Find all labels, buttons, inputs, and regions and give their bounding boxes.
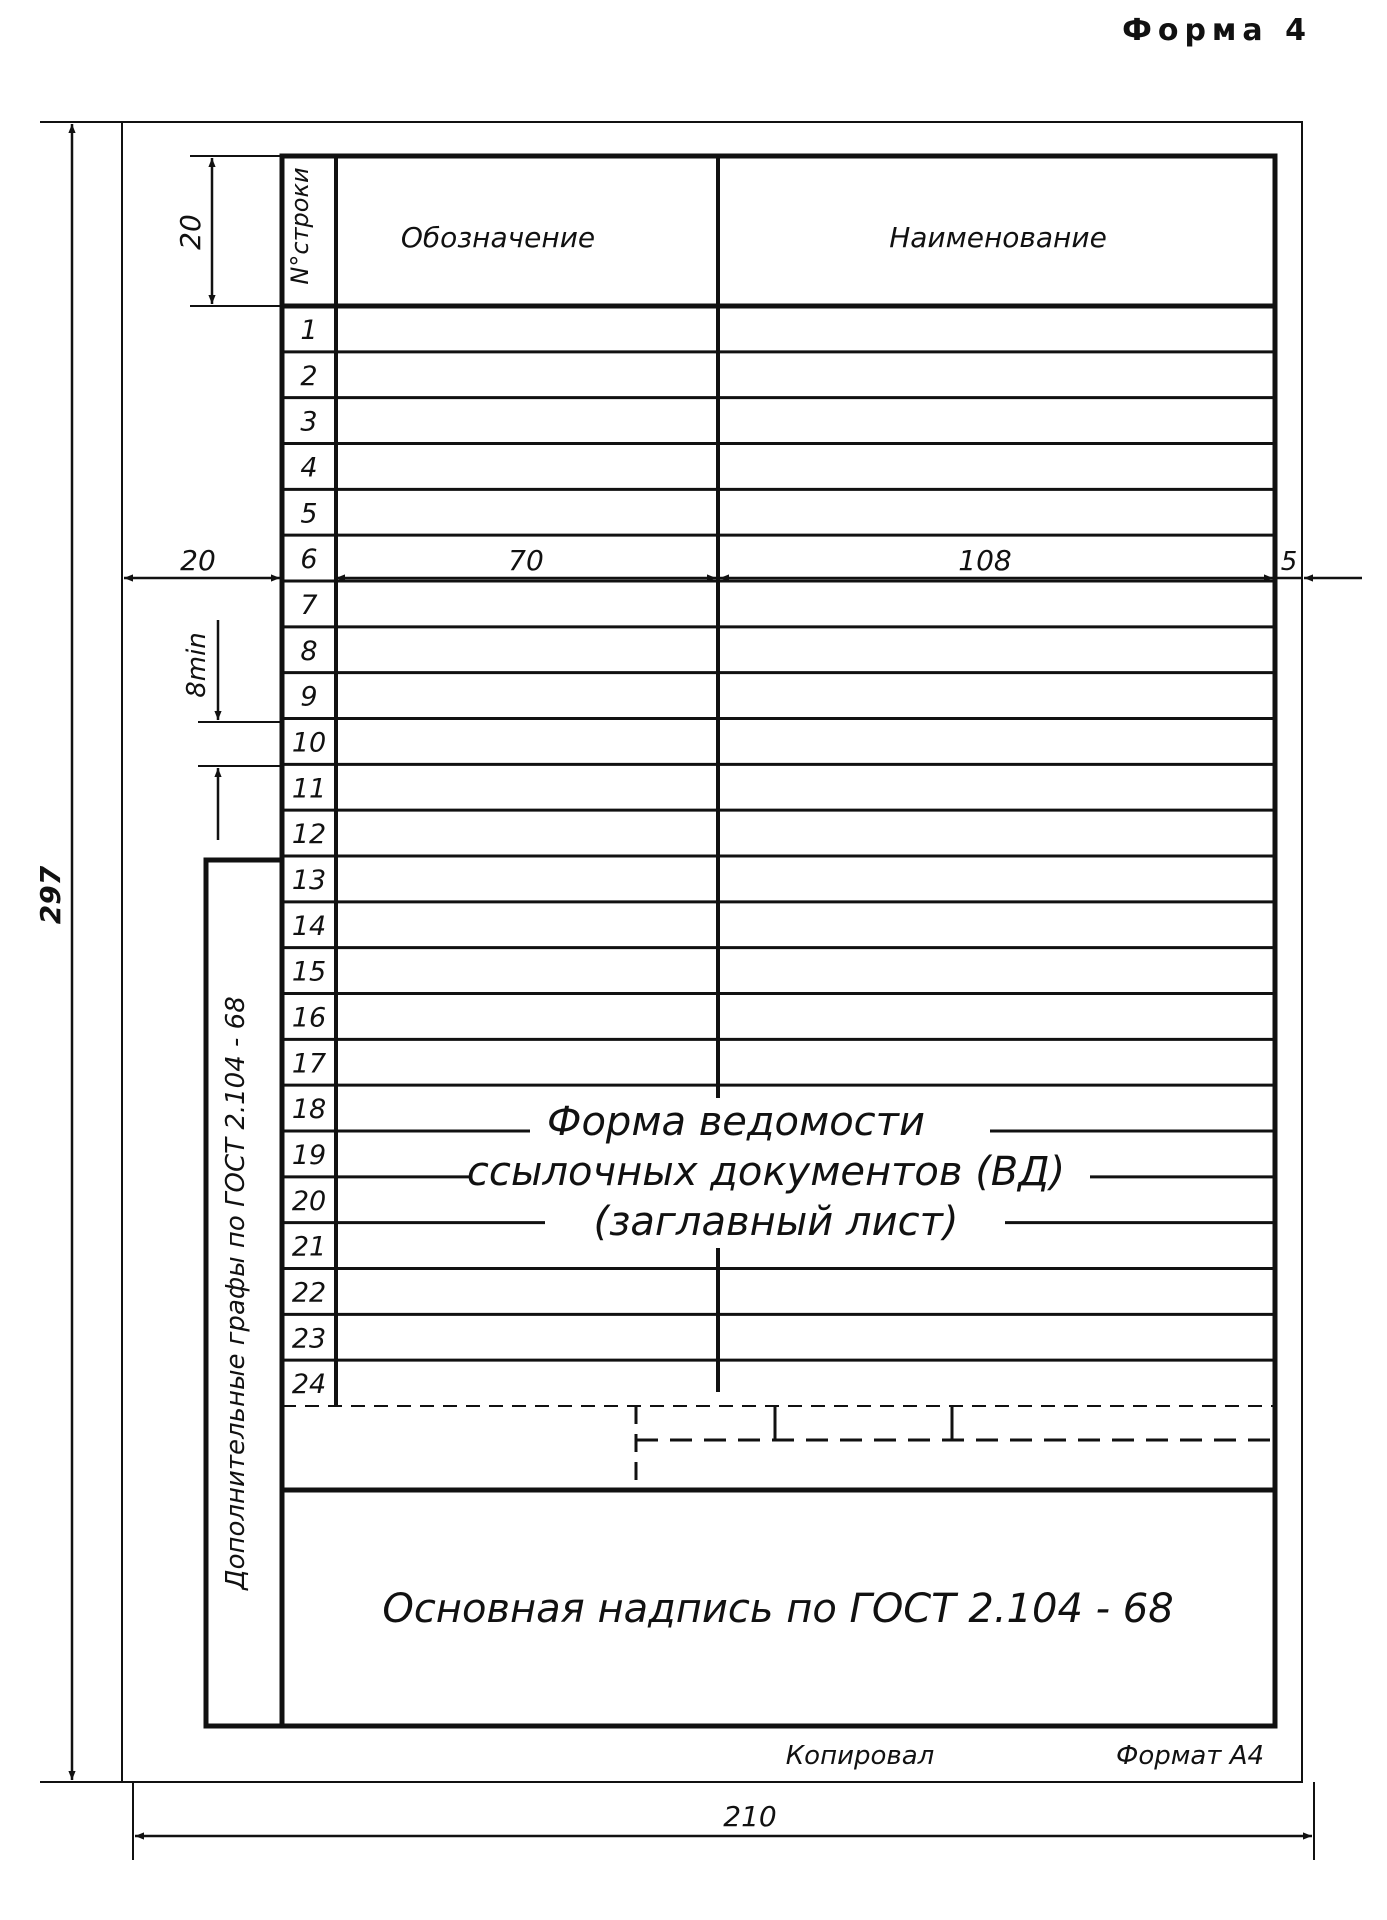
title-block-label: Основная надпись по ГОСТ 2.104 - 68 <box>382 1586 1174 1632</box>
column-header-name: Наименование <box>889 221 1107 254</box>
row-number: 7 <box>300 590 318 621</box>
row-number: 12 <box>291 819 327 851</box>
dim-row-height-value: 8min <box>182 632 212 698</box>
side-label: Дополнительные графы по ГОСТ 2.104 - 68 <box>221 996 251 1590</box>
caption-line-2: ссылочных документов (ВД) <box>466 1149 1066 1195</box>
row-number: 20 <box>291 1185 327 1217</box>
footer-format: Формат А4 <box>1115 1741 1265 1771</box>
row-number: 8 <box>300 635 318 667</box>
row-number: 11 <box>291 773 327 805</box>
column-header-designation: Обозначение <box>400 221 596 254</box>
row-number: 15 <box>291 956 327 988</box>
row-number: 23 <box>291 1323 327 1355</box>
dim-left-margin-value: 20 <box>180 544 216 577</box>
row-number: 5 <box>300 498 318 530</box>
center-caption <box>467 1098 1090 1248</box>
row-number: 6 <box>300 544 318 576</box>
row-number: 10 <box>291 727 327 759</box>
dim-right-margin-value: 5 <box>1280 547 1298 577</box>
dim-header-value: 20 <box>174 214 207 250</box>
dim-name-value: 108 <box>958 544 1012 577</box>
dashed-zone <box>282 1406 1275 1490</box>
row-number: 24 <box>291 1369 327 1401</box>
additional-columns-strip <box>206 860 282 1726</box>
row-numbers <box>292 315 326 1400</box>
dim-width-value: 210 <box>723 1800 777 1833</box>
row-number: 4 <box>300 452 318 484</box>
row-number: 3 <box>300 406 318 438</box>
row-number: 1 <box>300 315 318 346</box>
row-number: 13 <box>291 865 327 896</box>
footer-copied: Копировал <box>785 1741 935 1771</box>
row-number: 22 <box>291 1277 327 1309</box>
dim-designation-value: 70 <box>508 544 544 577</box>
row-number: 18 <box>291 1094 327 1126</box>
row-number: 9 <box>300 681 318 713</box>
row-number: 21 <box>291 1231 327 1263</box>
row-number: 2 <box>300 360 318 392</box>
row-number: 16 <box>291 1002 327 1034</box>
form-label: Форма 4 <box>1122 13 1312 48</box>
caption-line-3: (заглавный лист) <box>593 1199 959 1245</box>
row-number: 19 <box>291 1140 327 1171</box>
row-number: 17 <box>291 1048 327 1080</box>
sheet-outline <box>122 122 1302 1782</box>
caption-line-1: Форма ведомости <box>547 1099 925 1145</box>
row-number: 14 <box>291 910 327 942</box>
row-number-header: N°строки <box>286 167 314 285</box>
dim-height-value: 297 <box>34 865 67 925</box>
